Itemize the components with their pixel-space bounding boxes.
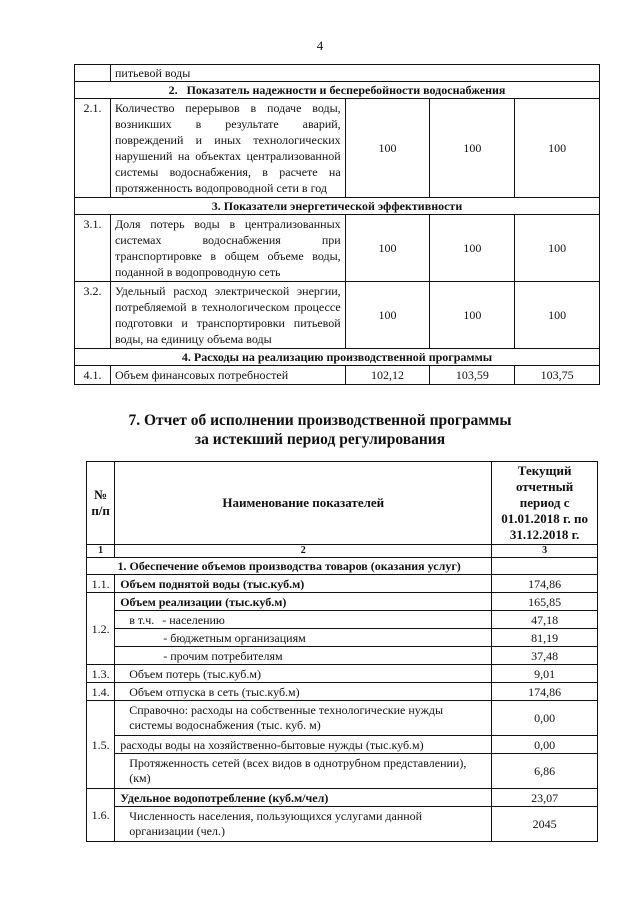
- table-row: [87, 701, 598, 736]
- header-num: № п/п: [87, 462, 115, 545]
- table-cell: питьевой воды: [110, 65, 599, 82]
- row-number: 1.6.: [87, 789, 115, 842]
- value-cell: 100: [345, 99, 430, 198]
- row-name: Численность населения, пользующихся услугами данной организации (чел.): [115, 807, 492, 842]
- index-row: [87, 545, 598, 558]
- table-row: [87, 611, 598, 629]
- row-description: Доля потерь воды в централизованных системах водоснабжения при транспортировке в общем объеме воды, поданной в водопроводную сеть: [110, 215, 345, 282]
- section-title: 3. Показатели энергетической эффективности: [75, 198, 600, 215]
- row-name: [115, 611, 492, 629]
- row-number: 1.2.: [87, 593, 115, 665]
- table-row: [75, 282, 600, 349]
- heading-line: за истекший период регулирования: [194, 431, 446, 448]
- row-number: 1.4.: [87, 683, 115, 701]
- value-cell: 103,75: [515, 366, 600, 385]
- table-cell: [75, 65, 111, 82]
- row-number: 3.2.: [75, 282, 111, 349]
- value-cell: 100: [430, 215, 515, 282]
- row-value: 6,86: [492, 754, 598, 789]
- row-value: 81,19: [492, 629, 598, 647]
- value-cell: 102,12: [345, 366, 430, 385]
- row-name: Объем поднятой воды (тыс.куб.м): [115, 575, 492, 593]
- table-row: [87, 807, 598, 842]
- row-name: Справочно: расходы на собственные технологические нужды системы водоснабжения (тыс. куб. м): [115, 701, 492, 736]
- value-cell: 100: [430, 99, 515, 198]
- table-cell: [492, 558, 598, 575]
- value-cell: 100: [515, 282, 600, 349]
- value-cell: 100: [515, 99, 600, 198]
- row-value: 9,01: [492, 665, 598, 683]
- table-row: [87, 754, 598, 789]
- value-cell: 100: [345, 215, 430, 282]
- value-cell: 100: [345, 282, 430, 349]
- header-row: [87, 462, 598, 545]
- section-heading: [0, 411, 640, 449]
- vt-label: в т.ч.: [129, 612, 155, 627]
- index-cell: 1: [87, 545, 115, 558]
- table-row: [87, 647, 598, 665]
- header-period: Текущий отчетный период с 01.01.2018 г. по 31.12.2018 г.: [492, 462, 598, 545]
- row-description: Объем финансовых потребностей: [110, 366, 345, 385]
- report-table: [86, 461, 598, 842]
- row-value: 0,00: [492, 701, 598, 736]
- row-name: Протяженность сетей (всех видов в однотрубном представлении), (км): [115, 754, 492, 789]
- table-row: [75, 65, 600, 82]
- indicators-table: [74, 64, 600, 385]
- value-cell: 100: [430, 282, 515, 349]
- section-row: [87, 558, 598, 575]
- row-number: 1.5.: [87, 701, 115, 789]
- section-title: 1. Обеспечение объемов производства товаров (оказания услуг): [87, 558, 492, 575]
- row-value: 0,00: [492, 736, 598, 754]
- page-number: 4: [316, 38, 324, 53]
- table-row: [87, 575, 598, 593]
- row-description: Количество перерывов в подаче воды, возникших в результате аварий, повреждений и иных технологических нарушений на объектах централизованной системы водоснабжения, в расчете на протяженность водопроводной сети в год: [110, 99, 345, 198]
- section-row: [75, 349, 600, 366]
- section-title: 4. Расходы на реализацию производственной программы: [75, 349, 600, 366]
- row-name: - прочим потребителям: [115, 647, 492, 665]
- section-title: 2. Показатель надежности и бесперебойности водоснабжения: [75, 82, 600, 99]
- heading-line: 7. Отчет об исполнении производственной программы: [128, 412, 512, 429]
- value-cell: 103,59: [430, 366, 515, 385]
- table-row: [87, 665, 598, 683]
- row-value: 23,07: [492, 789, 598, 807]
- row-number: 1.1.: [87, 575, 115, 593]
- header-name: Наименование показателей: [115, 462, 492, 545]
- row-name: Объем реализации (тыс.куб.м): [115, 593, 492, 611]
- row-description: Удельный расход электрической энергии, потребляемой в технологическом процессе подготовки и транспортировки питьевой воды, на единицу объема воды: [110, 282, 345, 349]
- row-value: 37,48: [492, 647, 598, 665]
- section-row: [75, 198, 600, 215]
- row-name: Удельное водопотребление (куб.м/чел): [115, 789, 492, 807]
- row-number: 3.1.: [75, 215, 111, 282]
- row-value: 174,86: [492, 575, 598, 593]
- row-number: 1.3.: [87, 665, 115, 683]
- value-cell: 100: [515, 215, 600, 282]
- row-name: Объем потерь (тыс.куб.м): [115, 665, 492, 683]
- table-row: [75, 99, 600, 198]
- row-value: 2045: [492, 807, 598, 842]
- row-value: 174,86: [492, 683, 598, 701]
- table-row: [87, 683, 598, 701]
- row-value: 47,18: [492, 611, 598, 629]
- index-cell: 2: [115, 545, 492, 558]
- table-row: [87, 736, 598, 754]
- table-row: [87, 789, 598, 807]
- table-row: [87, 593, 598, 611]
- row-value: 165,85: [492, 593, 598, 611]
- section-row: [75, 82, 600, 99]
- row-number: 4.1.: [75, 366, 111, 385]
- row-name: Объем отпуска в сеть (тыс.куб.м): [115, 683, 492, 701]
- table-row: [75, 366, 600, 385]
- index-cell: 3: [492, 545, 598, 558]
- table-row: [87, 629, 598, 647]
- row-name: - бюджетным организациям: [115, 629, 492, 647]
- row-name: расходы воды на хозяйственно-бытовые нужды (тыс.куб.м): [115, 736, 492, 754]
- subitem-label: - населению: [162, 612, 225, 627]
- row-number: 2.1.: [75, 99, 111, 198]
- table-row: [75, 215, 600, 282]
